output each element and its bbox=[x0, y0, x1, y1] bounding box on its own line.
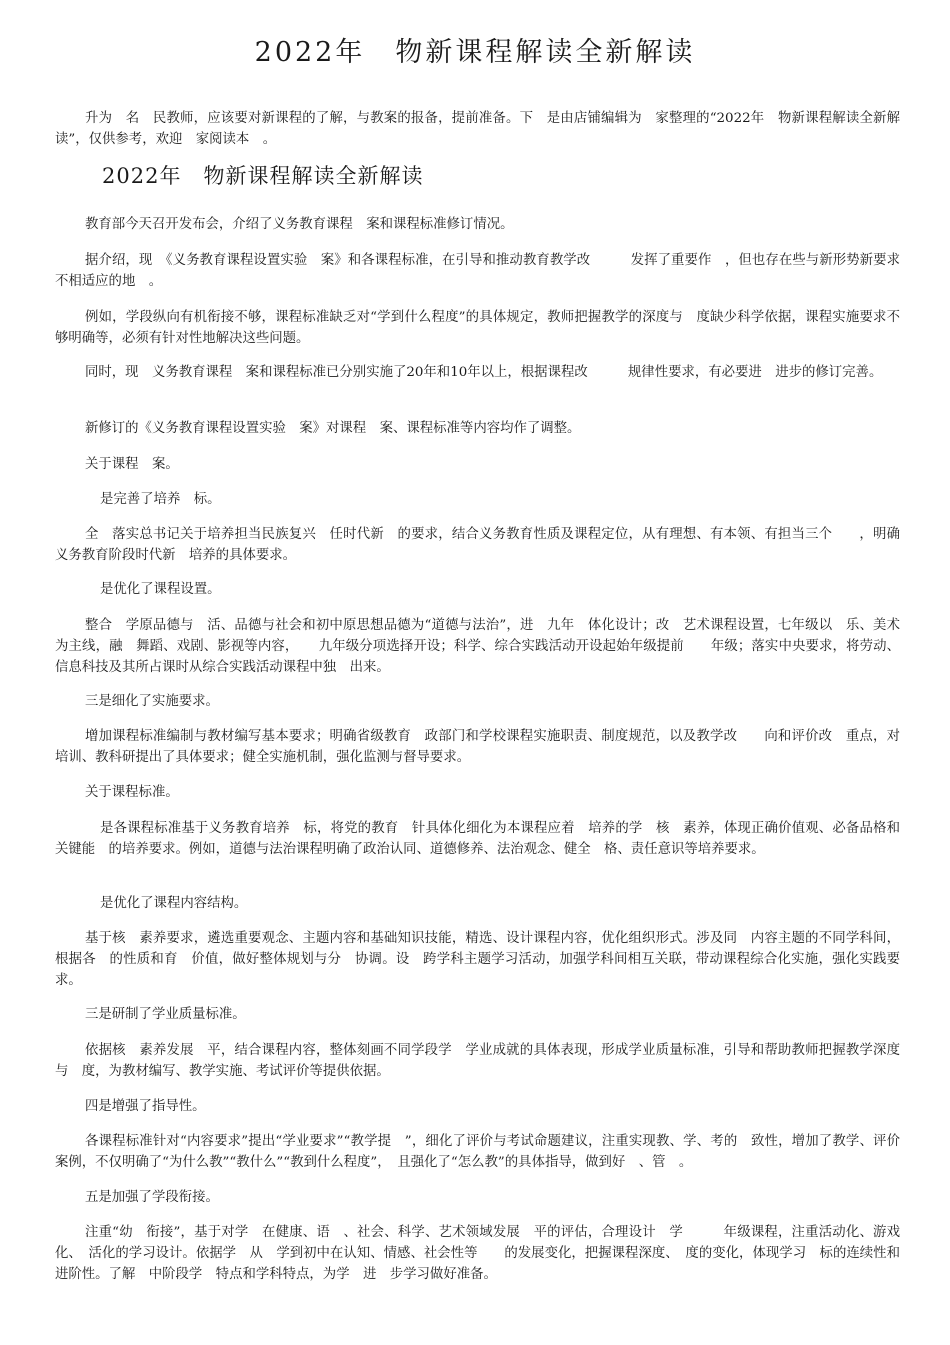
paragraph: 教育部今天召开发布会，介绍了义务教育课程 案和课程标准修订情况。 bbox=[85, 217, 514, 232]
point-heading: 四是增强了指导性。 bbox=[85, 1099, 206, 1114]
paragraph: 据介绍，现 《义务教育课程设置实验 案》和各课程标准，在引导和推动教育教学改 发挥了重要作 ，但也存在些与新形势新要求不相适应的地 。 bbox=[55, 253, 900, 289]
paragraph: 依据核 素养发展 平，结合课程内容，整体刻画不同学段学 学业成就的具体表现，形成学业质量标准，引导和帮助教师把握教学深度与 度，为教材编写、教学实施、考试评价等提供依据。 bbox=[55, 1043, 900, 1079]
point-heading: 五是加强了学段衔接。 bbox=[85, 1190, 219, 1205]
document-title: 2022年 物新课程解读全新解读 bbox=[254, 37, 696, 68]
article-subtitle: 2022年 物新课程解读全新解读 bbox=[102, 164, 424, 188]
paragraph: 基于核 素养要求，遴选重要观念、主题内容和基础知识技能，精选、设计课程内容，优化组织形式。涉及同 内容主题的不同学科间，根据各 的性质和育 价值，做好整体规划与分 协调。设 跨学科主题学习活动，加强学科间相互关联，带动课程综合化实施，强化实践要求。 bbox=[55, 931, 900, 988]
paragraph: 注重“幼 衔接”，基于对学 在健康、语 、社会、科学、艺术领域发展 平的评估，合理设计 学 年级课程，注重活动化、游戏化、 活化的学习设计。依据学 从 学到初中在认知、情感、社会性等 的发展变化，把握课程深度、 度的变化，体现学习 标的连续性和进阶性。了解 中阶段学 特点和学科特点，为学 进 步学习做好准备。 bbox=[55, 1225, 900, 1282]
point-heading: 是优化了课程设置。 bbox=[100, 582, 221, 597]
intro-paragraph: 升为 名 民教师，应该要对新课程的了解，与教案的报备，提前准备。下 是由店铺编辑为 家整理的“2022年 物新课程解读全新解读”，仅供参考，欢迎 家阅读本 。 bbox=[55, 111, 900, 147]
paragraph: 整合 学原品德与 活、品德与社会和初中原思想品德为“道德与法治”，进 九年 体化设计；改 艺术课程设置，七年级以 乐、美术为主线，融 舞蹈、戏剧、影视等内容， 九年级分项选择开设；科学、综合实践活动开设起始年级提前 年级；落实中央要求，将劳动、信息科技及其所占课时从综合实践活动课程中独 出来。 bbox=[55, 618, 900, 675]
paragraph: 各课程标准针对“内容要求”提出“学业要求”“教学提 ”，细化了评价与考试命题建议，注重实现教、学、考的 致性，增加了教学、评价案例，不仅明确了“为什么教”“教什么”“教到什么程度”， 且强化了“怎么教”的具体指导，做到好 、管 。 bbox=[55, 1134, 900, 1170]
paragraph: 新修订的《义务教育课程设置实验 案》对课程 案、课程标准等内容均作了调整。 bbox=[85, 421, 581, 436]
point-heading: 是优化了课程内容结构。 bbox=[100, 896, 248, 911]
point-heading: 三是细化了实施要求。 bbox=[85, 694, 219, 709]
section-heading: 关于课程标准。 bbox=[85, 785, 179, 800]
paragraph: 增加课程标准编制与教材编写基本要求；明确省级教育 政部门和学校课程实施职责、制度规范，以及教学改 向和评价改 重点，对培训、教科研提出了具体要求；健全实施机制，强化监测与督导要求。 bbox=[55, 729, 900, 765]
section-heading: 关于课程 案。 bbox=[85, 457, 179, 472]
paragraph: 全 落实总书记关于培养担当民族复兴 任时代新 的要求，结合义务教育性质及课程定位，从有理想、有本领、有担当三个 ，明确义务教育阶段时代新 培养的具体要求。 bbox=[55, 527, 900, 563]
point-heading: 三是研制了学业质量标准。 bbox=[85, 1007, 246, 1022]
point-heading: 是完善了培养 标。 bbox=[100, 492, 221, 507]
paragraph: 例如，学段纵向有机衔接不够，课程标准缺乏对“学到什么程度”的具体规定，教师把握教学的深度与 度缺少科学依据，课程实施要求不够明确等，必须有针对性地解决这些问题。 bbox=[55, 310, 900, 346]
paragraph: 同时，现 义务教育课程 案和课程标准已分别实施了20年和10年以上，根据课程改 规律性要求，有必要进 进步的修订完善。 bbox=[85, 365, 883, 380]
paragraph: 是各课程标准基于义务教育培养 标，将党的教育 针具体化细化为本课程应着 培养的学 核 素养，体现正确价值观、必备品格和关键能 的培养要求。例如，道德与法治课程明确了政治认同、道德修养、法治观念、健全 格、责任意识等培养要求。 bbox=[55, 821, 900, 857]
